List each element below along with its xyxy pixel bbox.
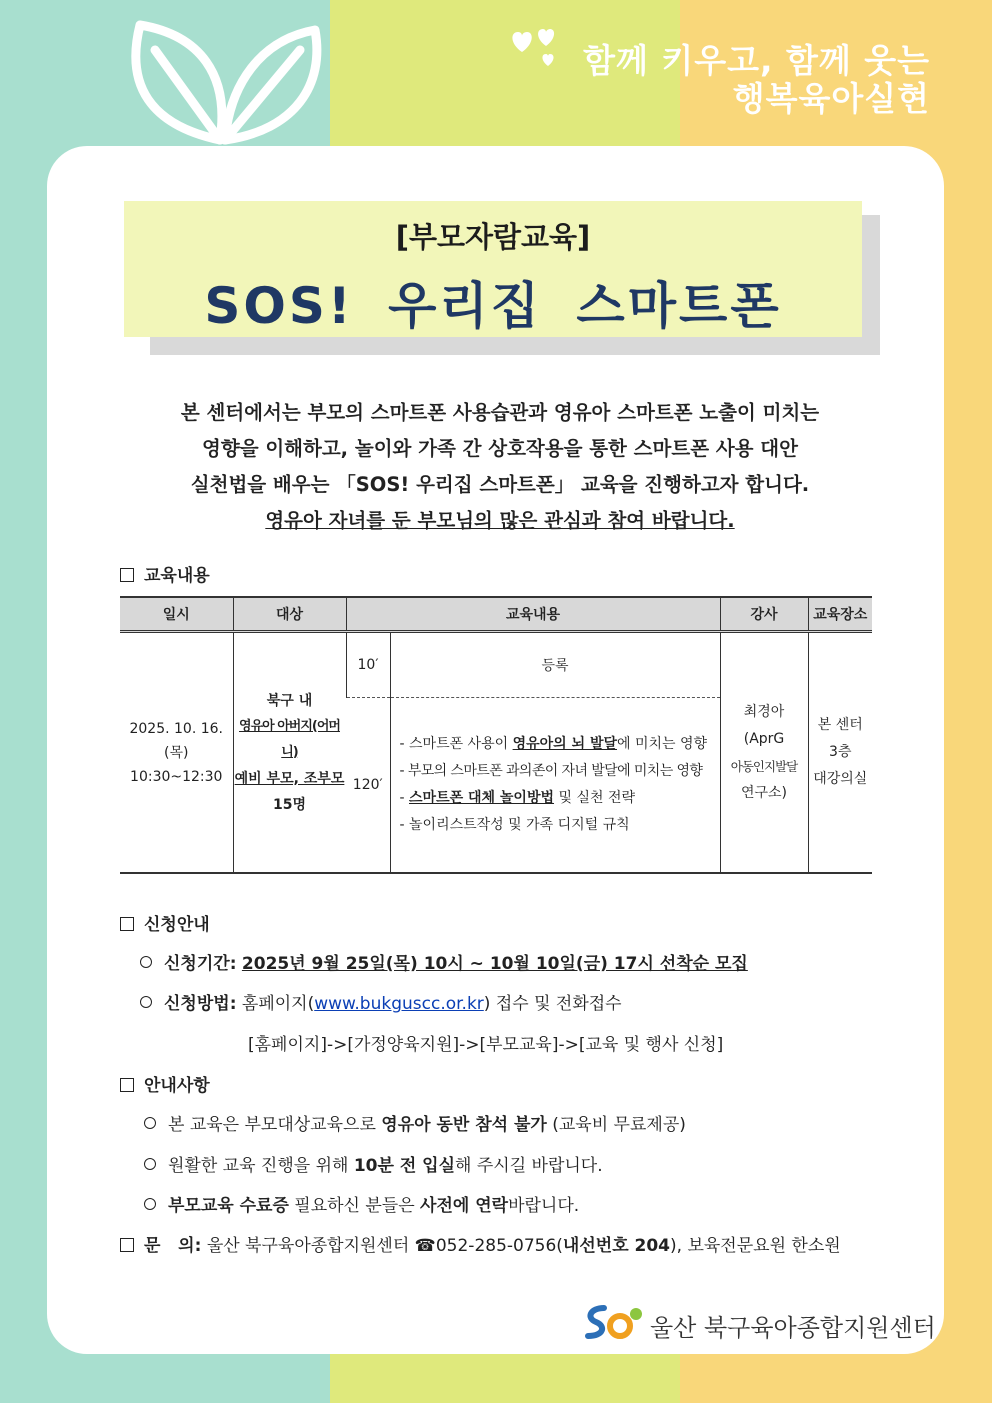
date-text: 2025. 10. 16.(목) bbox=[129, 720, 223, 761]
circle-bullet-icon bbox=[144, 1158, 156, 1170]
list-item: - 스마트폰 대체 놀이방법 및 실천 전략 bbox=[399, 790, 635, 806]
notice-text: (교육비 무료제공) bbox=[546, 1115, 686, 1135]
notice-item bbox=[144, 1191, 579, 1216]
instructor-org: (AprG bbox=[743, 730, 785, 747]
contact-line bbox=[120, 1231, 841, 1256]
col-header-instructor: 강사 bbox=[720, 597, 808, 632]
section-heading-label: 안내사항 bbox=[144, 1076, 210, 1096]
instructor-org: 연구소) bbox=[740, 784, 788, 801]
notice-item bbox=[144, 1151, 603, 1176]
slogan-line-2: 행복육아실현 bbox=[732, 79, 930, 118]
target-text: 북구 내 bbox=[266, 692, 313, 709]
time-text: 10:30~12:30 bbox=[130, 768, 223, 785]
cell-reg-time: 10′ bbox=[346, 632, 390, 698]
apply-method bbox=[140, 989, 622, 1014]
checkbox-square-icon bbox=[120, 568, 134, 582]
notice-emphasis: 사전에 연락 bbox=[420, 1196, 509, 1216]
place-text: 3층 bbox=[829, 744, 852, 760]
apply-method-text: ) 접수 및 전화접수 bbox=[483, 994, 622, 1014]
cell-instructor bbox=[720, 632, 808, 874]
apply-method-label: 신청방법: bbox=[164, 994, 237, 1014]
cell-reg-label: 등록 bbox=[390, 632, 720, 698]
apply-period bbox=[140, 949, 748, 974]
list-item: - 부모의 스마트폰 과의존이 자녀 발달에 미치는 영향 bbox=[399, 763, 703, 779]
intro-line: 실천법을 배우는 「SOS! 우리집 스마트폰」 교육을 진행하고자 합니다. bbox=[190, 473, 810, 496]
target-text: 영유아 아버지(어머니) bbox=[239, 718, 340, 760]
col-header-content: 교육내용 bbox=[346, 597, 720, 632]
contact-extension: 내선번호 204 bbox=[562, 1236, 671, 1256]
checkbox-square-icon bbox=[120, 917, 134, 931]
intro-paragraph bbox=[130, 395, 870, 539]
hearts-icon bbox=[508, 22, 568, 66]
homepage-link[interactable]: www.bukguscc.or.kr bbox=[314, 994, 484, 1014]
apply-period-label: 신청기간: bbox=[164, 954, 237, 974]
center-logo-icon bbox=[582, 1302, 646, 1342]
section-heading-apply bbox=[120, 910, 210, 935]
intro-line: 영향을 이해하고, 놀이와 가족 간 상호작용을 통한 스마트폰 사용 대안 bbox=[202, 437, 798, 460]
program-list bbox=[392, 713, 719, 857]
contact-text: 울산 북구육아종합지원센터 ☎052-285-0756( bbox=[206, 1236, 563, 1256]
cell-program-time: 120′ bbox=[346, 698, 390, 874]
col-header-date: 일시 bbox=[120, 597, 233, 632]
circle-bullet-icon bbox=[144, 1198, 156, 1210]
list-item: - 스마트폰 사용이 영유아의 뇌 발달에 미치는 영향 bbox=[399, 736, 708, 752]
place-text: 대강의실 bbox=[813, 771, 868, 787]
list-item: - 놀이리스트작성 및 가족 디지털 규칙 bbox=[399, 817, 630, 833]
section-heading-content bbox=[120, 561, 210, 586]
contact-label: 문 의: bbox=[144, 1236, 202, 1256]
table-row bbox=[120, 632, 872, 698]
cell-target bbox=[233, 632, 346, 874]
col-header-place: 교육장소 bbox=[808, 597, 872, 632]
section-heading-label: 교육내용 bbox=[144, 566, 210, 586]
notice-text: 해 주시길 바랍니다. bbox=[455, 1156, 603, 1176]
page-title: SOS! 우리집 스마트폰 bbox=[204, 277, 782, 335]
checkbox-square-icon bbox=[120, 1238, 134, 1252]
notice-emphasis: 부모교육 수료증 bbox=[168, 1196, 289, 1216]
place-text: 본 센터 bbox=[817, 717, 863, 733]
apply-period-value: 2025년 9월 25일(목) 10시 ~ 10월 10일(금) 17시 선착순 모집 bbox=[241, 954, 748, 974]
intro-line-underlined: 영유아 자녀를 둔 부모님의 많은 관심과 참여 바랍니다. bbox=[265, 509, 735, 532]
target-text: 예비 부모, 조부모 bbox=[234, 770, 345, 787]
notice-text: 원활한 교육 진행을 위해 bbox=[168, 1156, 354, 1176]
notice-text: 본 교육은 부모대상교육으로 bbox=[168, 1115, 382, 1135]
notice-text: 바랍니다. bbox=[508, 1196, 580, 1216]
col-header-target: 대상 bbox=[233, 597, 346, 632]
circle-bullet-icon bbox=[140, 996, 152, 1008]
slogan bbox=[583, 42, 930, 118]
circle-bullet-icon bbox=[140, 956, 152, 968]
circle-bullet-icon bbox=[144, 1117, 156, 1129]
instructor-org: 아동인지발달 bbox=[730, 758, 798, 774]
apply-method-text: 홈페이지( bbox=[241, 994, 315, 1014]
checkbox-square-icon bbox=[120, 1078, 134, 1092]
instructor-name: 최경아 bbox=[743, 703, 785, 720]
notice-item bbox=[144, 1110, 686, 1135]
education-table bbox=[120, 596, 872, 874]
notice-emphasis: 10분 전 입실 bbox=[353, 1156, 456, 1176]
footer-org-name: 울산 북구육아종합지원센터 bbox=[650, 1314, 936, 1342]
notice-text: 필요하신 분들은 bbox=[288, 1196, 421, 1216]
target-count: 15명 bbox=[272, 796, 306, 813]
cell-place bbox=[808, 632, 872, 874]
section-heading-notice bbox=[120, 1071, 210, 1096]
cell-date bbox=[120, 632, 233, 874]
cell-program-list bbox=[390, 698, 720, 874]
section-heading-label: 신청안내 bbox=[144, 915, 210, 935]
table-header-row bbox=[120, 597, 872, 632]
slogan-line-1: 함께 키우고, 함께 웃는 bbox=[583, 41, 930, 80]
apply-path: [홈페이지]->[가정양육지원]->[부모교육]->[교육 및 행사 신청] bbox=[248, 1035, 724, 1055]
contact-text: ), 보육전문요원 한소원 bbox=[670, 1236, 841, 1256]
title-category: [부모자람교육] bbox=[395, 220, 591, 254]
intro-line: 본 센터에서는 부모의 스마트폰 사용습관과 영유아 스마트폰 노출이 미치는 bbox=[180, 401, 820, 424]
notice-emphasis: 영유아 동반 참석 불가 bbox=[381, 1115, 547, 1135]
title-box bbox=[124, 201, 862, 337]
leaf-icon bbox=[110, 15, 330, 155]
